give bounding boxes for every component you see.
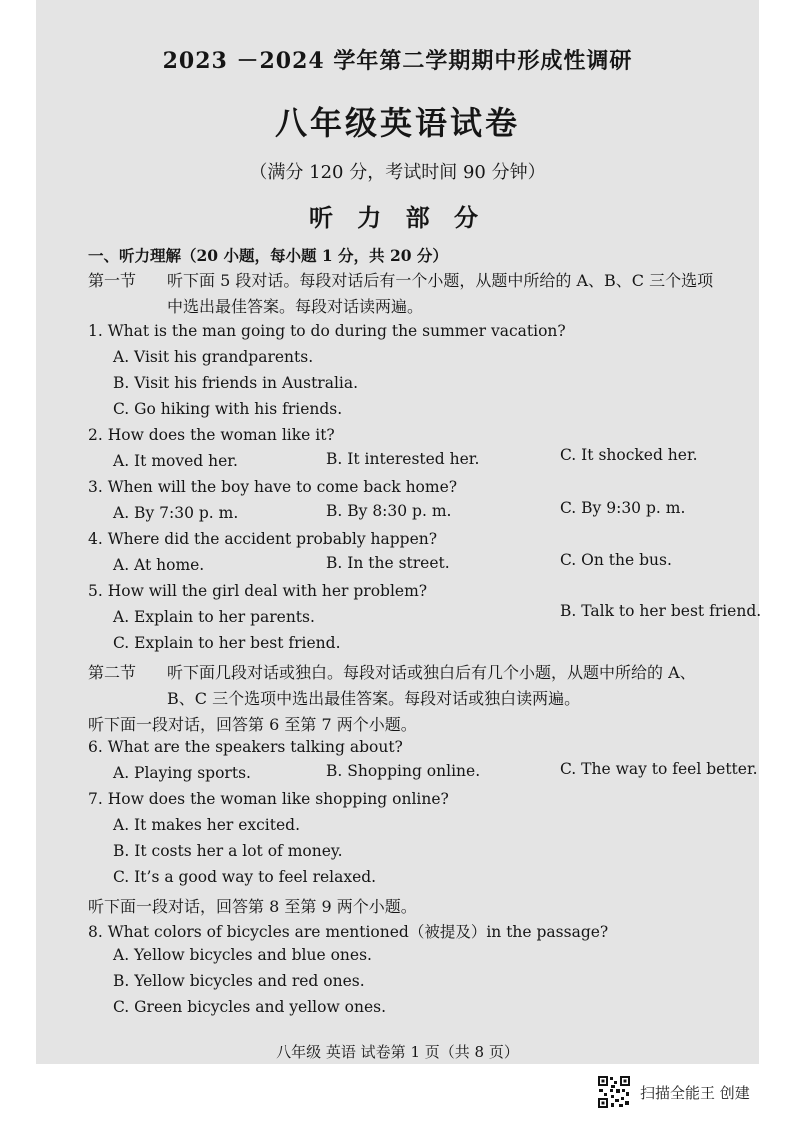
option-7b: B. It costs her a lot of money. [113,842,343,860]
option-2b: B. It interested her. [326,450,480,468]
option-5a: A. Explain to her parents. [113,608,315,626]
question-6: 6. What are the speakers talking about? [88,738,403,756]
question-4: 4. Where did the accident probably happen? [88,530,438,548]
option-4c: C. On the bus. [560,551,672,569]
section1-text: 中选出最佳答案。每段对话读两遍。 [167,297,424,316]
option-8b: B. Yellow bicycles and red ones. [113,972,365,990]
option-4a: A. At home. [113,556,205,574]
section1-text: 听下面 5 段对话。每段对话后有一个小题，从题中所给的 A、B、C 三个选项 [167,271,714,290]
exam-title: 2023 －2024 学年第二学期期中形成性调研 [162,48,633,74]
option-7c: C. It’s a good way to feel relaxed. [113,868,377,886]
exam-subtitle: 八年级英语试卷 [274,104,520,142]
question-8: 8. What colors of bicycles are mentioned（被提及）in the passage? [88,923,609,941]
option-5b: B. Talk to her best friend. [560,602,762,620]
question-1: 1. What is the man going to do during the summer vacation? [88,322,566,340]
option-3a: A. By 7:30 p. m. [113,504,239,522]
option-2c: C. It shocked her. [560,446,698,464]
option-6b: B. Shopping online. [326,762,481,780]
option-6a: A. Playing sports. [113,764,251,782]
option-8a: A. Yellow bicycles and blue ones. [113,946,372,964]
option-2a: A. It moved her. [113,452,238,470]
option-4b: B. In the street. [326,554,450,572]
section2-text: B、C 三个选项中选出最佳答案。每段对话或独白读两遍。 [167,689,581,708]
question-5: 5. How will the girl deal with her problem? [88,582,428,600]
question-7: 7. How does the woman like shopping online? [88,790,449,808]
section-heading: 一、听力理解（20 小题，每小题 1 分，共 20 分） [88,246,448,265]
page-footer: 八年级 英语 试卷第 1 页（共 8 页） [276,1043,519,1061]
option-1c: C. Go hiking with his friends. [113,400,343,418]
option-3b: B. By 8:30 p. m. [326,502,452,520]
section2-label: 第二节 [88,663,137,682]
question-3: 3. When will the boy have to come back home? [88,478,458,496]
instruction-8-9: 听下面一段对话，回答第 8 至第 9 两个小题。 [88,897,417,916]
question-2: 2. How does the woman like it? [88,426,335,444]
part-heading: 听 力 部 分 [308,203,487,232]
section1-label: 第一节 [88,271,137,290]
section2-text: 听下面几段对话或独白。每段对话或独白后有几个小题，从题中所给的 A、 [167,663,696,682]
option-1a: A. Visit his grandparents. [113,348,314,366]
qr-code-icon [597,1075,631,1109]
option-1b: B. Visit his friends in Australia. [113,374,359,392]
option-6c: C. The way to feel better. [560,760,758,778]
exam-page [36,0,762,1064]
option-5c: C. Explain to her best friend. [113,634,341,652]
exam-note: （满分 120 分，考试时间 90 分钟） [249,162,546,183]
option-3c: C. By 9:30 p. m. [560,499,686,517]
option-8c: C. Green bicycles and yellow ones. [113,998,387,1016]
scanner-watermark: 扫描全能王 创建 [640,1084,750,1102]
option-7a: A. It makes her excited. [113,816,301,834]
instruction-6-7: 听下面一段对话，回答第 6 至第 7 两个小题。 [88,715,417,734]
